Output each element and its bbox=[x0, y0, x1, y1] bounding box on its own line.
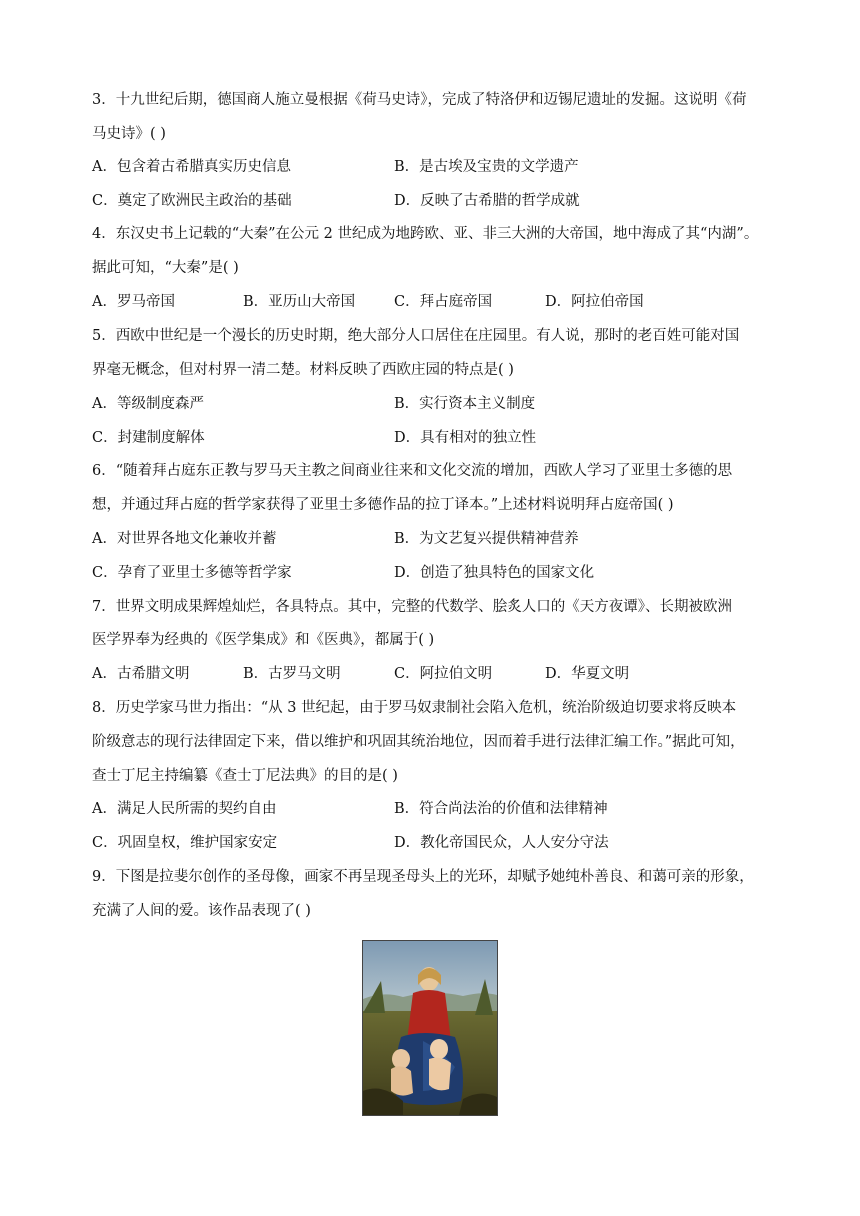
q7-option-a[interactable]: A．古希腊文明 bbox=[92, 666, 190, 682]
q4-option-a[interactable]: A．罗马帝国 bbox=[92, 294, 175, 310]
q5-option-b[interactable]: B．实行资本主义制度 bbox=[394, 396, 536, 412]
q8-option-c[interactable]: C．巩固皇权，维护国家安定 bbox=[92, 835, 278, 851]
q4-option-d[interactable]: D．阿拉伯帝国 bbox=[545, 294, 644, 310]
q6-stem-line-2: 想，并通过拜占庭的哲学家获得了亚里士多德作品的拉丁译本。”上述材料说明拜占庭帝国( ) bbox=[92, 497, 674, 513]
q3-stem-line-2: 马史诗》( ) bbox=[92, 126, 166, 142]
q3-option-b[interactable]: B．是古埃及宝贵的文学遗产 bbox=[394, 159, 579, 175]
q8-stem-line-2: 阶级意志的现行法律固定下来，借以维护和巩固其统治地位，因而着手进行法律汇编工作。”据此可知， bbox=[92, 734, 745, 750]
q3-option-d[interactable]: D．反映了古希腊的哲学成就 bbox=[394, 193, 580, 209]
q5-option-c[interactable]: C．封建制度解体 bbox=[92, 430, 205, 446]
q4-stem-line-1: 4．东汉史书上记载的“大秦”在公元 2 世纪成为地跨欧、亚、非三大洲的大帝国，地中海成了其“内湖”。 bbox=[92, 226, 759, 242]
q6-option-b[interactable]: B．为文艺复兴提供精神营养 bbox=[394, 531, 579, 547]
q7-option-b[interactable]: B．古罗马文明 bbox=[243, 666, 341, 682]
q8-option-b[interactable]: B．符合尚法治的价值和法律精神 bbox=[394, 801, 608, 817]
q5-stem-line-1: 5．西欧中世纪是一个漫长的历史时期，绝大部分人口居住在庄园里。有人说，那时的老百姓可能对国 bbox=[92, 328, 740, 344]
q5-stem-line-2: 界毫无概念，但对村界一清二楚。材料反映了西欧庄园的特点是( ) bbox=[92, 362, 514, 378]
q9-stem-line-2: 充满了人间的爱。该作品表现了( ) bbox=[92, 903, 311, 919]
q9-stem-line-1: 9．下图是拉斐尔创作的圣母像，画家不再呈现圣母头上的光环，却赋予她纯朴善良、和蔼可亲的形象， bbox=[92, 869, 754, 885]
q7-stem-line-1: 7．世界文明成果辉煌灿烂，各具特点。其中，完整的代数学、脍炙人口的《天方夜谭》、长期被欧洲 bbox=[92, 599, 732, 615]
q3-option-c[interactable]: C．奠定了欧洲民主政治的基础 bbox=[92, 193, 292, 209]
q8-stem-line-1: 8．历史学家马世力指出：“从 3 世纪起，由于罗马奴隶制社会陷入危机，统治阶级迫切要求将反映本 bbox=[92, 700, 737, 716]
q3-option-a[interactable]: A．包含着古希腊真实历史信息 bbox=[92, 159, 291, 175]
q7-option-d[interactable]: D．华夏文明 bbox=[545, 666, 630, 682]
q8-option-a[interactable]: A．满足人民所需的契约自由 bbox=[92, 801, 277, 817]
q7-stem-line-2: 医学界奉为经典的《医学集成》和《医典》，都属于( ) bbox=[92, 632, 435, 648]
q4-stem-line-2: 据此可知，“大秦”是( ) bbox=[92, 260, 239, 276]
q3-stem-line-1: 3．十九世纪后期，德国商人施立曼根据《荷马史诗》，完成了特洛伊和迈锡尼遗址的发掘。这说明《荷 bbox=[92, 92, 747, 108]
q8-option-d[interactable]: D．教化帝国民众，人人安分守法 bbox=[394, 835, 609, 851]
q5-option-a[interactable]: A．等级制度森严 bbox=[92, 396, 204, 412]
q6-option-d[interactable]: D．创造了独具特色的国家文化 bbox=[394, 565, 595, 581]
q6-stem-line-1: 6．“随着拜占庭东正教与罗马天主教之间商业往来和文化交流的增加，西欧人学习了亚里士多德的思 bbox=[92, 463, 733, 479]
q5-option-d[interactable]: D．具有相对的独立性 bbox=[394, 430, 537, 446]
q4-option-b[interactable]: B．亚历山大帝国 bbox=[243, 294, 356, 310]
madonna-painting-image bbox=[362, 940, 498, 1116]
q6-option-a[interactable]: A．对世界各地文化兼收并蓄 bbox=[92, 531, 277, 547]
q4-option-c[interactable]: C．拜占庭帝国 bbox=[394, 294, 493, 310]
q8-stem-line-3: 查士丁尼主持编纂《查士丁尼法典》的目的是( ) bbox=[92, 768, 398, 784]
q7-option-c[interactable]: C．阿拉伯文明 bbox=[394, 666, 493, 682]
madonna-painting-svg bbox=[363, 941, 497, 1115]
q6-option-c[interactable]: C．孕育了亚里士多德等哲学家 bbox=[92, 565, 292, 581]
